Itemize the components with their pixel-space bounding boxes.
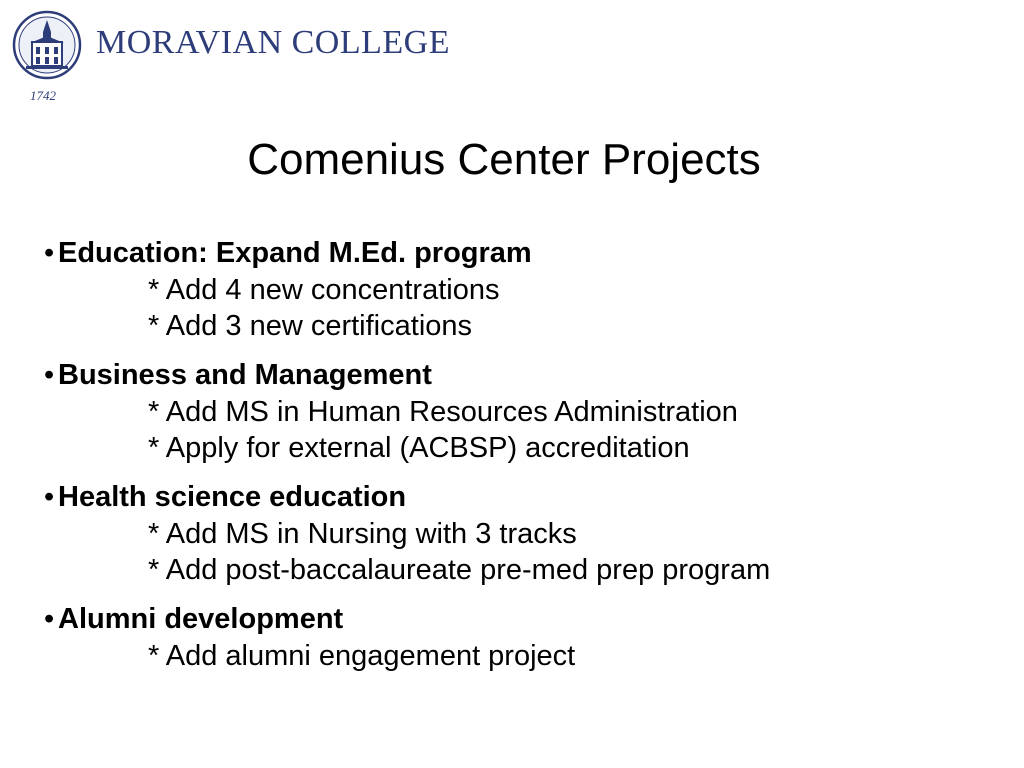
project-detail: * Add 3 new certifications: [148, 310, 473, 342]
project-item-education: [44, 234, 1004, 344]
project-detail: * Add 4 new concentrations: [148, 274, 500, 306]
project-heading: [44, 356, 1004, 394]
project-heading: [44, 234, 1004, 272]
bullet-icon: •: [44, 481, 55, 513]
college-wordmark: MORAVIAN COLLEGE: [96, 24, 450, 61]
project-heading: [44, 600, 1004, 638]
project-detail: * Add post-baccalaureate pre-med prep program: [148, 554, 771, 586]
slide-title: Comenius Center Projects: [247, 135, 761, 184]
founding-year: 1742: [30, 88, 56, 103]
college-logo: [12, 10, 482, 106]
college-seal-icon: [12, 10, 82, 88]
project-detail: * Add MS in Human Resources Administration: [148, 396, 738, 428]
project-list: [44, 234, 1004, 686]
project-heading-text: Health science education: [58, 481, 407, 513]
bullet-icon: •: [44, 359, 55, 391]
project-item-business: [44, 356, 1004, 466]
project-detail: * Add MS in Nursing with 3 tracks: [148, 518, 577, 550]
project-detail: * Add alumni engagement project: [148, 640, 576, 672]
project-heading-text: Education: Expand M.Ed. program: [58, 237, 532, 269]
project-heading-text: Business and Management: [58, 359, 432, 391]
project-item-health: [44, 478, 1004, 588]
project-heading-text: Alumni development: [58, 603, 344, 635]
project-heading: [44, 478, 1004, 516]
project-item-alumni: [44, 600, 1004, 674]
bullet-icon: •: [44, 603, 55, 635]
bullet-icon: •: [44, 237, 55, 269]
project-detail: * Apply for external (ACBSP) accreditation: [148, 432, 690, 464]
